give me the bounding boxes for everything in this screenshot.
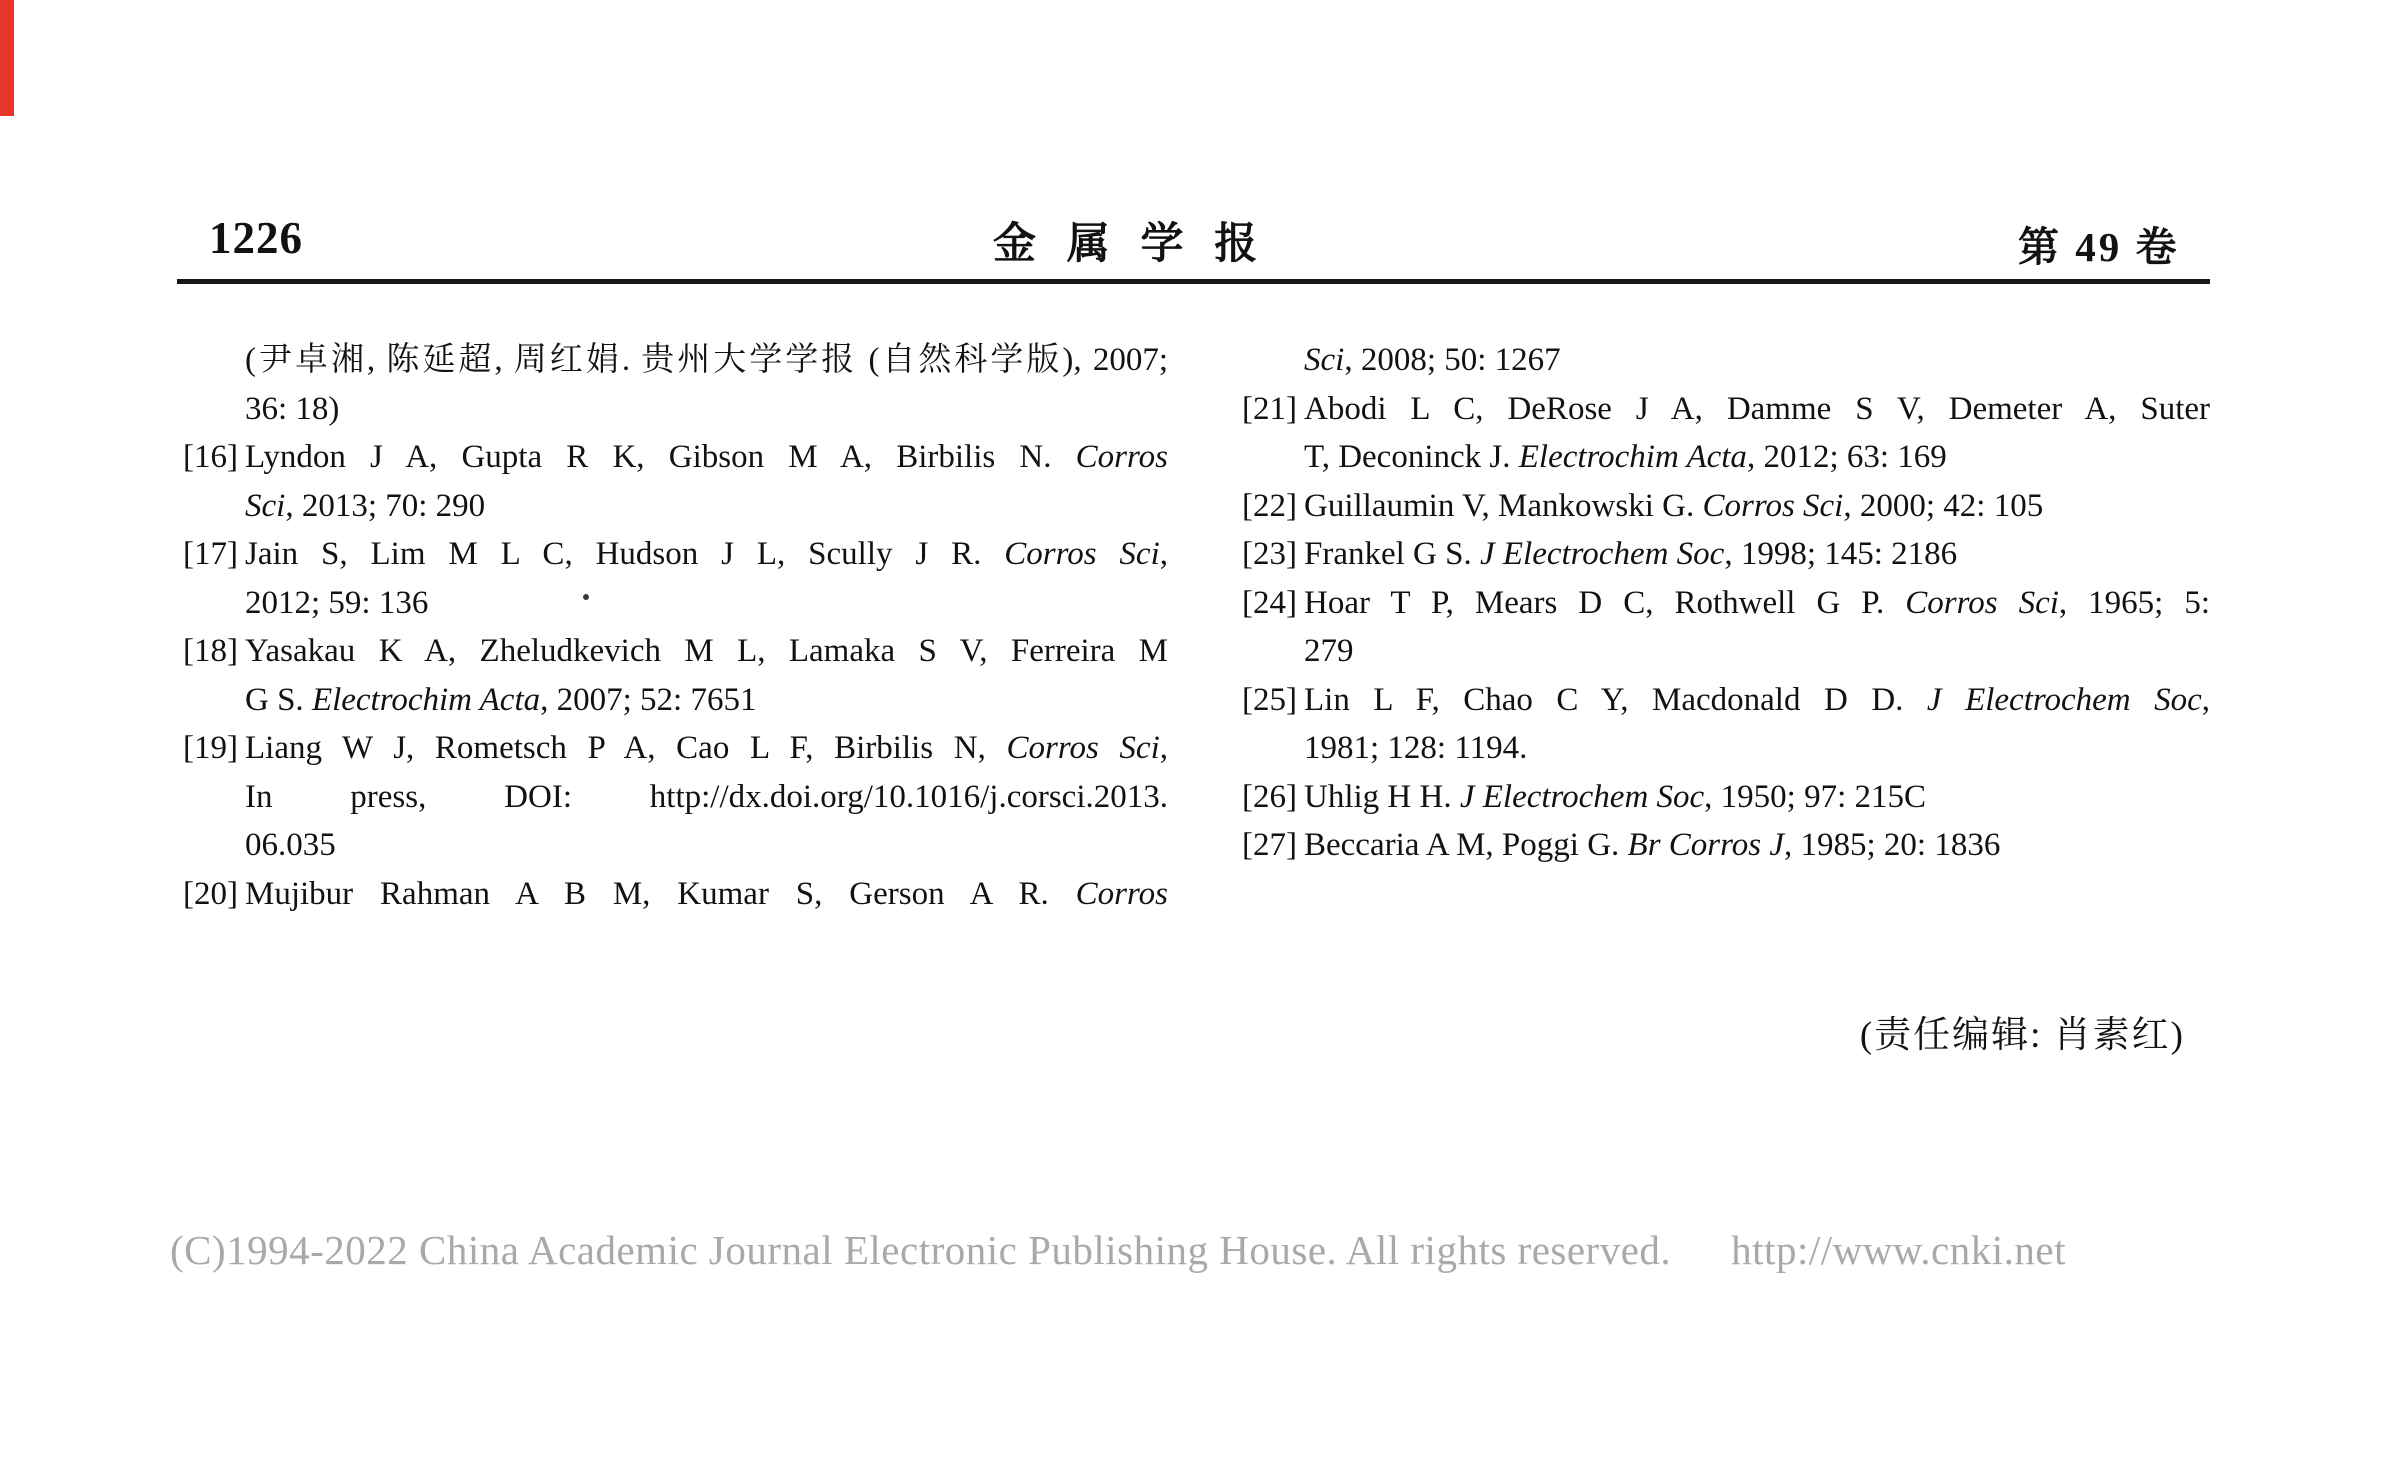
reference-line bbox=[183, 530, 1168, 579]
reference-number: [24] bbox=[1242, 584, 1297, 621]
text-run: , 1950; 97: 215C bbox=[1704, 778, 1927, 815]
journal-name: Corros Sci bbox=[1905, 584, 2059, 621]
text-run: , bbox=[2201, 681, 2211, 718]
text-run: (尹卓湘, 陈延超, 周红娟. 贵州大学学报 (自然科学版), 2007; bbox=[245, 342, 1168, 378]
journal-name: Corros Sci bbox=[1702, 487, 1844, 524]
references-right-column bbox=[1242, 336, 2210, 870]
reference-line bbox=[1242, 676, 2210, 725]
reference-line bbox=[183, 724, 1168, 773]
journal-title: 金 属 学 报 bbox=[993, 221, 1268, 268]
reference-number: [27] bbox=[1242, 827, 1297, 863]
page-number: 1226 bbox=[209, 213, 303, 263]
reference-line bbox=[1242, 724, 2210, 773]
text-run: Jain S, Lim M L C, Hudson J L, Scully J R. bbox=[245, 536, 1005, 572]
text-run: 36: 18) bbox=[245, 390, 340, 427]
reference-line bbox=[1242, 821, 2210, 870]
text-run: 06.035 bbox=[245, 827, 336, 863]
text-run: Liang W J, Rometsch P A, Cao L F, Birbilis N, bbox=[245, 730, 1007, 766]
journal-name: Corros Sci bbox=[1004, 536, 1160, 572]
journal-name: J Electrochem Soc bbox=[1459, 778, 1705, 815]
journal-name: Electrochim Acta bbox=[311, 681, 541, 718]
reference-line bbox=[183, 627, 1168, 676]
text-run: 2012; 59: 136 bbox=[245, 584, 429, 621]
text-run: G S. bbox=[245, 681, 312, 718]
journal-name: J Electrochem Soc bbox=[1480, 536, 1725, 572]
volume-label: 第 49 卷 bbox=[2018, 224, 2180, 270]
text-run: Lyndon J A, Gupta R K, Gibson M A, Birbilis N. bbox=[245, 439, 1076, 475]
text-run: Mujibur Rahman A B M, Kumar S, Gerson A R. bbox=[245, 875, 1076, 912]
reference-line bbox=[1242, 627, 2210, 676]
reference-line bbox=[183, 385, 1168, 434]
reference-line bbox=[1242, 433, 2210, 482]
journal-name: Corros Sci bbox=[1006, 730, 1160, 766]
text-run: , 2012; 63: 169 bbox=[1746, 439, 1947, 475]
reference-line bbox=[183, 433, 1168, 482]
reference-line bbox=[183, 482, 1168, 531]
text-run: , 1998; 145: 2186 bbox=[1724, 536, 1958, 572]
cnki-url: http://www.cnki.net bbox=[1731, 1227, 2066, 1273]
reference-number: [23] bbox=[1242, 536, 1297, 572]
scan-red-mark bbox=[0, 0, 14, 116]
text-run: , 1985; 20: 1836 bbox=[1784, 827, 2001, 863]
reference-line bbox=[1242, 773, 2210, 822]
text-run: , bbox=[1159, 536, 1168, 572]
copyright-footer bbox=[170, 1226, 2066, 1274]
text-run: Hoar T P, Mears D C, Rothwell G P. bbox=[1304, 584, 1906, 621]
text-run: T, Deconinck J. bbox=[1304, 439, 1519, 475]
text-run: Guillaumin V, Mankowski G. bbox=[1304, 487, 1703, 524]
text-run: 1981; 128: 1194. bbox=[1304, 730, 1528, 766]
text-run: Beccaria A M, Poggi G. bbox=[1304, 827, 1628, 863]
journal-name: Sci bbox=[245, 487, 286, 524]
scan-speck-artifact bbox=[583, 594, 589, 600]
text-run: , bbox=[1159, 730, 1168, 766]
journal-name: Br Corros J bbox=[1627, 827, 1785, 863]
reference-line bbox=[1242, 336, 2210, 385]
text-run: Yasakau K A, Zheludkevich M L, Lamaka S V, Ferreira M bbox=[245, 633, 1168, 669]
reference-number: [25] bbox=[1242, 681, 1297, 718]
references-left-column bbox=[183, 336, 1168, 918]
text-run: , 2013; 70: 290 bbox=[285, 487, 486, 524]
reference-line bbox=[183, 821, 1168, 870]
reference-line bbox=[183, 773, 1168, 822]
reference-line bbox=[183, 579, 1168, 628]
reference-line bbox=[1242, 579, 2210, 628]
reference-number: [19] bbox=[183, 730, 238, 766]
journal-name: Corros bbox=[1075, 875, 1168, 912]
text-run: Lin L F, Chao C Y, Macdonald D D. bbox=[1304, 681, 1927, 718]
copyright-text: (C)1994-2022 China Academic Journal Electronic Publishing House. All rights reserved. bbox=[170, 1227, 1672, 1273]
text-run: Frankel G S. bbox=[1304, 536, 1480, 572]
text-run: , 2000; 42: 105 bbox=[1843, 487, 2044, 524]
text-run: Abodi L C, DeRose J A, Damme S V, Demeter A, Suter bbox=[1304, 390, 2210, 427]
reference-line bbox=[183, 676, 1168, 725]
text-run: 279 bbox=[1304, 633, 1354, 669]
reference-line bbox=[183, 870, 1168, 919]
reference-number: [20] bbox=[183, 875, 238, 912]
text-run: Uhlig H H. bbox=[1304, 778, 1460, 815]
reference-line bbox=[1242, 482, 2210, 531]
text-run: , 2008; 50: 1267 bbox=[1344, 342, 1561, 378]
header-rule bbox=[177, 279, 2210, 284]
journal-name: Electrochim Acta bbox=[1518, 439, 1747, 475]
reference-number: [16] bbox=[183, 439, 238, 475]
reference-number: [18] bbox=[183, 633, 238, 669]
reference-number: [21] bbox=[1242, 390, 1297, 427]
reference-line bbox=[183, 336, 1168, 385]
reference-number: [26] bbox=[1242, 778, 1297, 815]
reference-number: [17] bbox=[183, 536, 238, 572]
journal-name: Corros bbox=[1075, 439, 1168, 475]
text-run: , 2007; 52: 7651 bbox=[540, 681, 757, 718]
reference-line bbox=[1242, 385, 2210, 434]
text-run: , 1965; 5: bbox=[2058, 584, 2210, 621]
reference-number: [22] bbox=[1242, 487, 1297, 524]
journal-name: J Electrochem Soc bbox=[1926, 681, 2202, 718]
reference-line bbox=[1242, 530, 2210, 579]
editor-note: (责任编辑: 肖素红) bbox=[1859, 1015, 2185, 1056]
journal-name: Sci bbox=[1304, 342, 1345, 378]
text-run: In press, DOI: http://dx.doi.org/10.1016/j.corsci.2013. bbox=[245, 778, 1168, 815]
